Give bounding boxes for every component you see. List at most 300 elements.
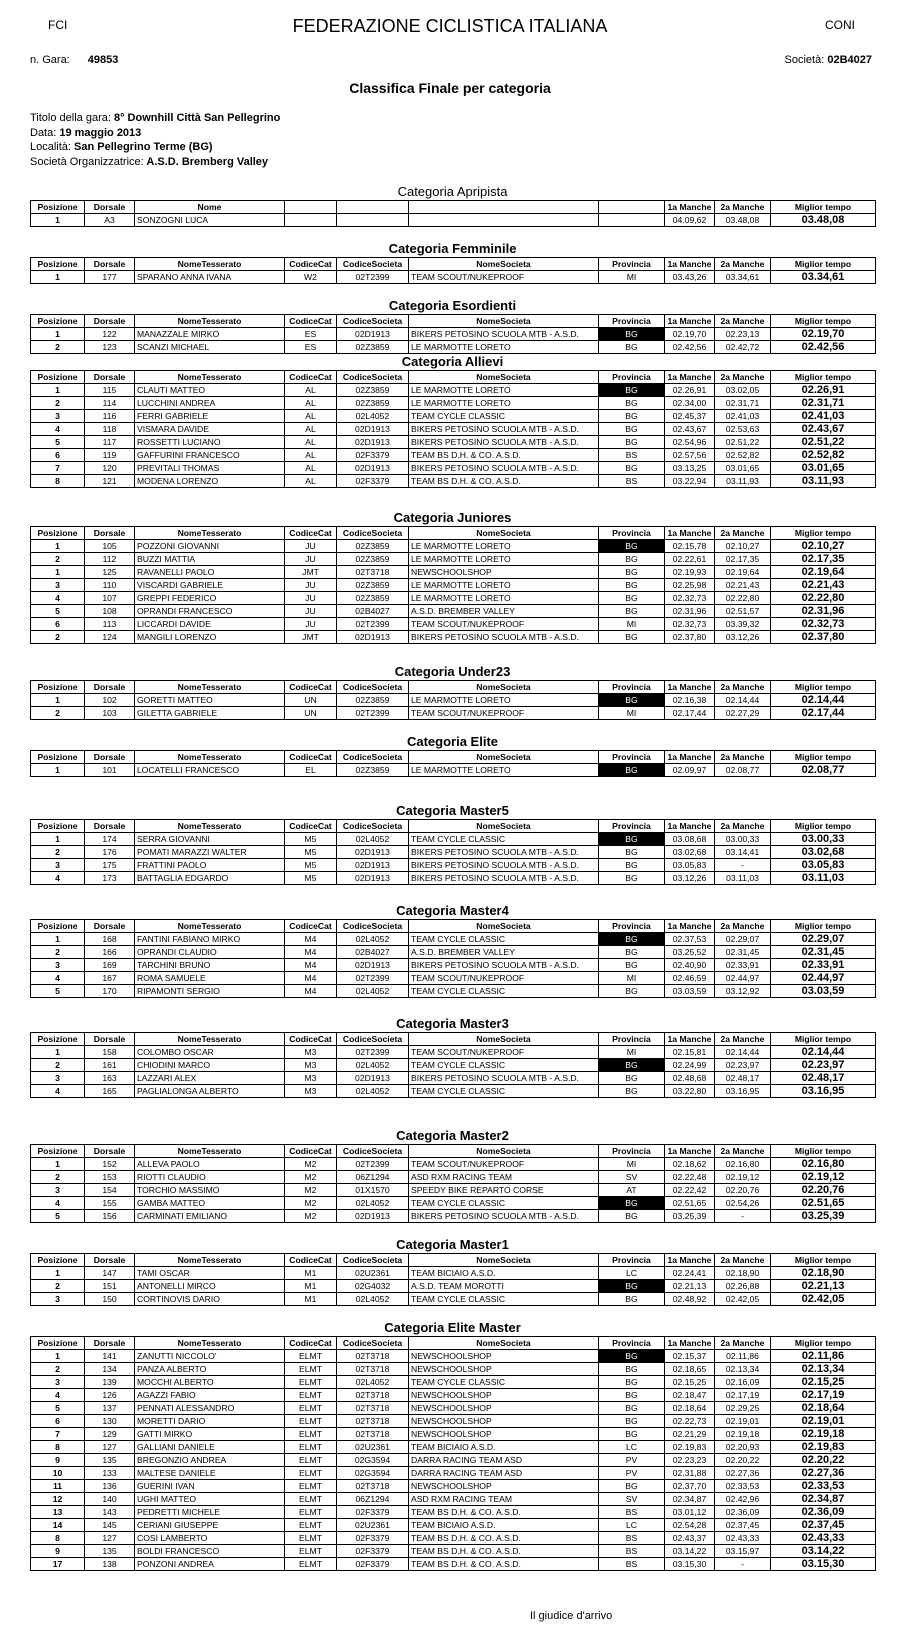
race-number-label: n. Gara:: [30, 54, 70, 66]
table-cell: ELMT: [285, 1480, 337, 1493]
column-header: Dorsale: [85, 258, 135, 271]
column-header: Dorsale: [85, 1033, 135, 1046]
table-cell: 02.18,90: [715, 1267, 771, 1280]
table-cell: 03.14,22: [665, 1545, 715, 1558]
table-cell: 3: [31, 579, 85, 592]
table-header-row: [31, 920, 876, 933]
table-cell: AGAZZI FABIO: [135, 1389, 285, 1402]
table-cell: BIKERS PETOSINO SCUOLA MTB - A.S.D.: [409, 846, 599, 859]
results-table: [30, 370, 876, 488]
table-cell: 3: [31, 410, 85, 423]
table-cell: 02D1913: [337, 959, 409, 972]
table-cell: 154: [85, 1184, 135, 1197]
table-cell: 120: [85, 462, 135, 475]
table-cell: BG: [599, 1428, 665, 1441]
table-cell: TARCHINI BRUNO: [135, 959, 285, 972]
table-cell: 03.12,26: [715, 631, 771, 644]
column-header: Posizione: [31, 1145, 85, 1158]
table-cell: AL: [285, 462, 337, 475]
table-cell: LICCARDI DAVIDE: [135, 618, 285, 631]
table-cell: NEWSCHOOLSHOP: [409, 1415, 599, 1428]
best-time-cell: 02.41,03: [771, 410, 876, 423]
table-header-row: [31, 1254, 876, 1267]
table-cell: 02.21,29: [665, 1428, 715, 1441]
table-cell: DARRA RACING TEAM ASD: [409, 1467, 599, 1480]
table-cell: 02U2361: [337, 1519, 409, 1532]
table-cell: BG: [599, 1210, 665, 1223]
table-cell: BIKERS PETOSINO SCUOLA MTB - A.S.D.: [409, 959, 599, 972]
column-header: CodiceCat: [285, 1033, 337, 1046]
table-cell: 126: [85, 1389, 135, 1402]
table-cell: NEWSCHOOLSHOP: [409, 1363, 599, 1376]
table-cell: ANTONELLI MIRCO: [135, 1280, 285, 1293]
table-cell: 127: [85, 1532, 135, 1545]
meta-location: San Pellegrino Terme (BG): [74, 141, 213, 153]
table-cell: TEAM SCOUT/NUKEPROOF: [409, 271, 599, 284]
column-header: CodiceSocieta: [337, 1254, 409, 1267]
column-header: Dorsale: [85, 820, 135, 833]
table-cell: NEWSCHOOLSHOP: [409, 1480, 599, 1493]
table-cell: TEAM CYCLE CLASSIC: [409, 1376, 599, 1389]
society-code-label: Società:: [784, 54, 825, 66]
table-cell: ELMT: [285, 1493, 337, 1506]
table-cell: PENNATI ALESSANDRO: [135, 1402, 285, 1415]
table-header-row: [31, 258, 876, 271]
table-cell: 2: [31, 707, 85, 720]
column-header: Posizione: [31, 751, 85, 764]
table-cell: 7: [31, 462, 85, 475]
table-cell: MODENA LORENZO: [135, 475, 285, 488]
table-row: [31, 540, 876, 553]
table-cell: TEAM SCOUT/NUKEPROOF: [409, 1158, 599, 1171]
table-cell: TEAM SCOUT/NUKEPROOF: [409, 1046, 599, 1059]
table-cell: 02.48,68: [665, 1072, 715, 1085]
table-cell: 03.25,52: [665, 946, 715, 959]
table-cell: ALLEVA PAOLO: [135, 1158, 285, 1171]
table-cell: NEWSCHOOLSHOP: [409, 1428, 599, 1441]
column-header: [409, 201, 599, 214]
table-cell: 02.37,80: [665, 631, 715, 644]
table-cell: 02.21,43: [715, 579, 771, 592]
category-section: [30, 1237, 875, 1306]
table-cell: AL: [285, 384, 337, 397]
column-header: Posizione: [31, 315, 85, 328]
best-time-cell: 02.48,17: [771, 1072, 876, 1085]
best-time-cell: 02.17,19: [771, 1389, 876, 1402]
table-cell: BG: [599, 694, 665, 707]
table-row: [31, 1428, 876, 1441]
table-cell: M3: [285, 1046, 337, 1059]
table-cell: 02.16,80: [715, 1158, 771, 1171]
category-title: Categoria Elite: [406, 734, 499, 749]
table-row: [31, 1467, 876, 1480]
column-header: CodiceCat: [285, 920, 337, 933]
column-header: 1a Manche: [665, 751, 715, 764]
table-cell: 170: [85, 985, 135, 998]
table-cell: 2: [31, 341, 85, 354]
table-cell: BIKERS PETOSINO SCUOLA MTB - A.S.D.: [409, 436, 599, 449]
table-cell: 141: [85, 1350, 135, 1363]
table-row: [31, 271, 876, 284]
category-title: Categoria Apripista: [397, 184, 508, 199]
table-cell: TEAM BS D.H. & CO. A.S.D.: [409, 1532, 599, 1545]
table-cell: MANGILI LORENZO: [135, 631, 285, 644]
category-section: [30, 1320, 875, 1571]
table-cell: 5: [31, 436, 85, 449]
column-header: NomeTesserato: [135, 751, 285, 764]
table-cell: ELMT: [285, 1441, 337, 1454]
table-row: [31, 1415, 876, 1428]
table-cell: 02.10,27: [715, 540, 771, 553]
table-cell: 02T2399: [337, 1046, 409, 1059]
table-cell: VISCARDI GABRIELE: [135, 579, 285, 592]
column-header: CodiceCat: [285, 1145, 337, 1158]
column-header: 2a Manche: [715, 1337, 771, 1350]
table-cell: FERRI GABRIELE: [135, 410, 285, 423]
table-cell: BG: [599, 1363, 665, 1376]
column-header: NomeTesserato: [135, 681, 285, 694]
table-cell: ELMT: [285, 1389, 337, 1402]
table-cell: 02.27,29: [715, 707, 771, 720]
best-time-cell: 02.26,91: [771, 384, 876, 397]
column-header: NomeTesserato: [135, 920, 285, 933]
table-cell: 13: [31, 1506, 85, 1519]
table-cell: 6: [31, 618, 85, 631]
table-cell: 1: [31, 1158, 85, 1171]
table-cell: 3: [31, 1293, 85, 1306]
column-header: 1a Manche: [665, 527, 715, 540]
column-header: NomeSocieta: [409, 681, 599, 694]
table-cell: LUCCHINI ANDREA: [135, 397, 285, 410]
best-time-cell: 02.51,65: [771, 1197, 876, 1210]
table-cell: AL: [285, 410, 337, 423]
table-cell: M2: [285, 1210, 337, 1223]
table-cell: MOCCHI ALBERTO: [135, 1376, 285, 1389]
table-cell: 03.05,83: [665, 859, 715, 872]
table-cell: 02L4052: [337, 1197, 409, 1210]
table-cell: 3: [31, 1184, 85, 1197]
race-number: [30, 54, 118, 66]
table-cell: BS: [599, 1558, 665, 1571]
table-cell: 02Z3859: [337, 397, 409, 410]
column-header: NomeSocieta: [409, 371, 599, 384]
table-cell: 151: [85, 1280, 135, 1293]
column-header: 2a Manche: [715, 527, 771, 540]
table-row: [31, 933, 876, 946]
table-cell: 02Z3859: [337, 579, 409, 592]
table-cell: 167: [85, 972, 135, 985]
column-header: NomeTesserato: [135, 1337, 285, 1350]
table-cell: 02.48,92: [665, 1293, 715, 1306]
table-cell: BG: [599, 436, 665, 449]
column-header: Dorsale: [85, 315, 135, 328]
table-cell: 03.12,26: [665, 872, 715, 885]
column-header: Miglior tempo: [771, 681, 876, 694]
table-cell: 8: [31, 1441, 85, 1454]
table-row: [31, 859, 876, 872]
table-cell: 145: [85, 1519, 135, 1532]
column-header: 2a Manche: [715, 1254, 771, 1267]
table-cell: LE MARMOTTE LORETO: [409, 553, 599, 566]
table-cell: M1: [285, 1280, 337, 1293]
table-cell: 02.44,97: [715, 972, 771, 985]
table-cell: 03.25,39: [665, 1210, 715, 1223]
table-cell: JU: [285, 592, 337, 605]
table-row: [31, 985, 876, 998]
judge-signature-label: Il giudice d'arrivo: [530, 1610, 613, 1622]
best-time-cell: 03.01,65: [771, 462, 876, 475]
table-row: [31, 1280, 876, 1293]
table-cell: 1: [31, 271, 85, 284]
table-cell: NEWSCHOOLSHOP: [409, 566, 599, 579]
table-cell: 1: [31, 566, 85, 579]
best-time-cell: 02.44,97: [771, 972, 876, 985]
table-cell: 02.57,56: [665, 449, 715, 462]
table-cell: 01X1570: [337, 1184, 409, 1197]
table-cell: 8: [31, 1532, 85, 1545]
table-cell: 5: [31, 985, 85, 998]
table-cell: LE MARMOTTE LORETO: [409, 694, 599, 707]
table-cell: 02.46,59: [665, 972, 715, 985]
table-cell: 02U2361: [337, 1441, 409, 1454]
best-time-cell: 02.31,45: [771, 946, 876, 959]
table-cell: 121: [85, 475, 135, 488]
table-cell: TEAM CYCLE CLASSIC: [409, 1059, 599, 1072]
column-header: 1a Manche: [665, 820, 715, 833]
table-row: [31, 1171, 876, 1184]
column-header: 2a Manche: [715, 681, 771, 694]
category-section: [30, 241, 875, 284]
best-time-cell: 02.08,77: [771, 764, 876, 777]
table-cell: M5: [285, 833, 337, 846]
table-cell: W2: [285, 271, 337, 284]
table-cell: BIKERS PETOSINO SCUOLA MTB - A.S.D.: [409, 631, 599, 644]
table-cell: MALTESE DANIELE: [135, 1467, 285, 1480]
table-row: [31, 1350, 876, 1363]
table-cell: 02.22,80: [715, 592, 771, 605]
results-table: [30, 919, 876, 998]
table-cell: BG: [599, 1402, 665, 1415]
column-header: NomeSocieta: [409, 258, 599, 271]
table-cell: AL: [285, 449, 337, 462]
best-time-cell: 02.42,56: [771, 341, 876, 354]
table-cell: AL: [285, 436, 337, 449]
table-cell: 02.18,65: [665, 1363, 715, 1376]
column-header: Provincia: [599, 1145, 665, 1158]
best-time-cell: 02.52,82: [771, 449, 876, 462]
table-cell: 02.14,44: [715, 1046, 771, 1059]
table-cell: CHIODINI MARCO: [135, 1059, 285, 1072]
column-header: Miglior tempo: [771, 820, 876, 833]
column-header: NomeSocieta: [409, 820, 599, 833]
table-cell: 2: [31, 553, 85, 566]
table-cell: 02L4052: [337, 985, 409, 998]
table-cell: 1: [31, 694, 85, 707]
column-header: Provincia: [599, 1337, 665, 1350]
table-cell: 02Z3859: [337, 553, 409, 566]
table-cell: CORTINOVIS DARIO: [135, 1293, 285, 1306]
table-cell: 119: [85, 449, 135, 462]
table-cell: -: [715, 1558, 771, 1571]
table-cell: M5: [285, 846, 337, 859]
table-cell: TEAM BS D.H. & CO. A.S.D.: [409, 1545, 599, 1558]
table-cell: POZZONI GIOVANNI: [135, 540, 285, 553]
column-header: Dorsale: [85, 527, 135, 540]
results-table: [30, 526, 876, 644]
table-cell: 5: [31, 605, 85, 618]
table-cell: 02.32,73: [665, 592, 715, 605]
table-cell: 117: [85, 436, 135, 449]
table-cell: ELMT: [285, 1376, 337, 1389]
table-cell: 03.14,41: [715, 846, 771, 859]
category-title: Categoria Under23: [394, 664, 511, 679]
table-cell: 02G3594: [337, 1454, 409, 1467]
best-time-cell: 02.42,05: [771, 1293, 876, 1306]
table-cell: 165: [85, 1085, 135, 1098]
table-cell: M4: [285, 985, 337, 998]
table-cell: ELMT: [285, 1506, 337, 1519]
table-row: [31, 764, 876, 777]
table-cell: LE MARMOTTE LORETO: [409, 592, 599, 605]
table-cell: LC: [599, 1267, 665, 1280]
table-cell: 14: [31, 1519, 85, 1532]
table-cell: A3: [85, 214, 135, 227]
category-section: [30, 184, 875, 227]
table-cell: LE MARMOTTE LORETO: [409, 579, 599, 592]
table-cell: ASD RXM RACING TEAM: [409, 1171, 599, 1184]
table-cell: ELMT: [285, 1350, 337, 1363]
column-header: NomeSocieta: [409, 751, 599, 764]
table-cell: 03.02,05: [715, 384, 771, 397]
table-cell: NEWSCHOOLSHOP: [409, 1402, 599, 1415]
table-cell: 06Z1294: [337, 1493, 409, 1506]
table-cell: 02.23,97: [715, 1059, 771, 1072]
table-row: [31, 707, 876, 720]
table-cell: 02.43,67: [665, 423, 715, 436]
table-cell: 12: [31, 1493, 85, 1506]
column-header: 1a Manche: [665, 315, 715, 328]
column-header: Provincia: [599, 920, 665, 933]
table-cell: 02Z3859: [337, 341, 409, 354]
table-cell: BG: [599, 384, 665, 397]
table-cell: MI: [599, 1158, 665, 1171]
table-cell: UN: [285, 694, 337, 707]
table-row: [31, 1184, 876, 1197]
table-cell: TEAM BICIAIO A.S.D.: [409, 1441, 599, 1454]
table-row: [31, 449, 876, 462]
column-header: CodiceCat: [285, 820, 337, 833]
document-heading: Classifica Finale per categoria: [349, 80, 551, 96]
best-time-cell: 02.19,18: [771, 1428, 876, 1441]
column-header: CodiceCat: [285, 1337, 337, 1350]
table-header-row: [31, 820, 876, 833]
table-cell: M1: [285, 1293, 337, 1306]
column-header: CodiceSocieta: [337, 820, 409, 833]
table-cell: BIKERS PETOSINO SCUOLA MTB - A.S.D.: [409, 1072, 599, 1085]
table-cell: BG: [599, 579, 665, 592]
table-cell: LC: [599, 1519, 665, 1532]
category-section: [30, 510, 875, 644]
table-cell: 02.29,07: [715, 933, 771, 946]
table-cell: BG: [599, 933, 665, 946]
column-header: 2a Manche: [715, 258, 771, 271]
table-cell: 02T3718: [337, 1402, 409, 1415]
table-cell: BG: [599, 631, 665, 644]
column-header: Dorsale: [85, 371, 135, 384]
table-header-row: [31, 527, 876, 540]
column-header: Provincia: [599, 371, 665, 384]
column-header: Dorsale: [85, 1254, 135, 1267]
table-cell: 02.37,45: [715, 1519, 771, 1532]
table-cell: 02.09,97: [665, 764, 715, 777]
column-header: NomeTesserato: [135, 527, 285, 540]
table-row: [31, 1506, 876, 1519]
table-cell: 129: [85, 1428, 135, 1441]
table-cell: M2: [285, 1158, 337, 1171]
table-cell: BG: [599, 341, 665, 354]
table-cell: BS: [599, 1545, 665, 1558]
column-header: CodiceCat: [285, 315, 337, 328]
table-cell: 02.22,61: [665, 553, 715, 566]
table-cell: 03.02,68: [665, 846, 715, 859]
table-cell: TEAM CYCLE CLASSIC: [409, 1293, 599, 1306]
results-table: [30, 680, 876, 720]
table-cell: BIKERS PETOSINO SCUOLA MTB - A.S.D.: [409, 859, 599, 872]
best-time-cell: 02.20,76: [771, 1184, 876, 1197]
table-cell: 134: [85, 1363, 135, 1376]
category-title: Categoria Master3: [396, 1016, 509, 1031]
table-cell: 02.26,88: [715, 1280, 771, 1293]
table-cell: 158: [85, 1046, 135, 1059]
best-time-cell: 03.03,59: [771, 985, 876, 998]
table-cell: 02.20,93: [715, 1441, 771, 1454]
table-cell: 02.37,53: [665, 933, 715, 946]
table-cell: 02.54,28: [665, 1519, 715, 1532]
table-row: [31, 462, 876, 475]
table-cell: LE MARMOTTE LORETO: [409, 540, 599, 553]
race-number-value: 49853: [87, 54, 119, 66]
category-title: Categoria Master2: [396, 1128, 509, 1143]
table-cell: 02B4027: [337, 946, 409, 959]
table-cell: OPRANDI CLAUDIO: [135, 946, 285, 959]
table-cell: GORETTI MATTEO: [135, 694, 285, 707]
column-header: CodiceCat: [285, 371, 337, 384]
best-time-cell: 02.34,87: [771, 1493, 876, 1506]
column-header: NomeSocieta: [409, 1254, 599, 1267]
category-sections: [30, 180, 875, 1571]
table-cell: 02D1913: [337, 1210, 409, 1223]
table-cell: 3: [31, 1376, 85, 1389]
table-row: [31, 631, 876, 644]
table-cell: 02.42,72: [715, 341, 771, 354]
table-row: [31, 1197, 876, 1210]
table-row: [31, 397, 876, 410]
table-cell: 02.18,64: [665, 1402, 715, 1415]
table-cell: 116: [85, 410, 135, 423]
table-cell: SV: [599, 1493, 665, 1506]
table-cell: 02.19,83: [665, 1441, 715, 1454]
column-header: CodiceSocieta: [337, 920, 409, 933]
category-section: [30, 664, 875, 720]
table-cell: BIKERS PETOSINO SCUOLA MTB - A.S.D.: [409, 462, 599, 475]
table-row: [31, 1046, 876, 1059]
table-cell: MANAZZALE MIRKO: [135, 328, 285, 341]
table-cell: FANTINI FABIANO MIRKO: [135, 933, 285, 946]
table-cell: SERRA GIOVANNI: [135, 833, 285, 846]
table-row: [31, 846, 876, 859]
table-cell: 114: [85, 397, 135, 410]
table-cell: COLOMBO OSCAR: [135, 1046, 285, 1059]
